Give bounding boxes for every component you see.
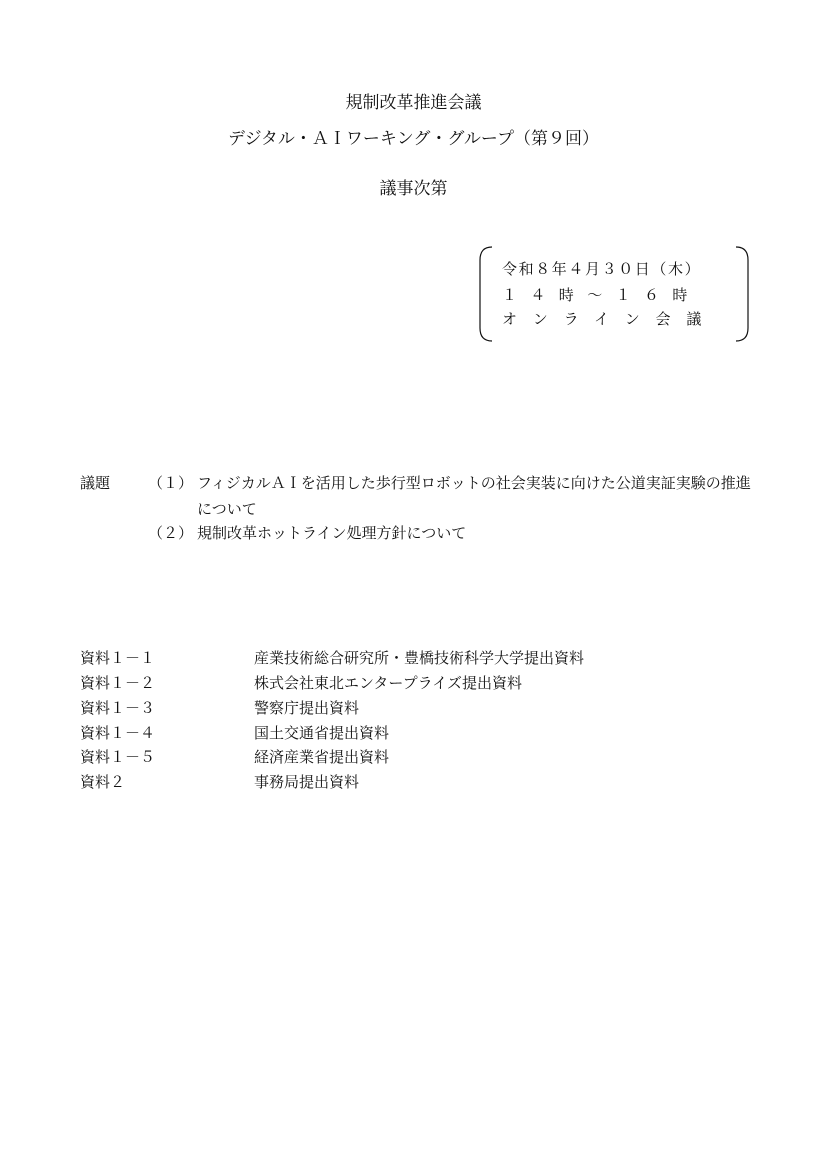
material-id: 資料２ <box>80 773 126 791</box>
agenda-item-number: （２） <box>148 524 194 542</box>
material-description: 株式会社東北エンタープライズ提出資料 <box>254 674 523 692</box>
material-description: 産業技術総合研究所・豊橋技術科学大学提出資料 <box>254 649 585 667</box>
meeting-time: １４時～１６時 <box>502 286 701 304</box>
agenda-heading: 議事次第 <box>379 179 448 199</box>
material-description: 経済産業省提出資料 <box>254 748 390 766</box>
agenda-item-number: （１） <box>148 474 194 492</box>
material-row <box>80 697 780 719</box>
material-id: 資料１－５ <box>80 748 156 766</box>
material-description: 事務局提出資料 <box>254 773 360 791</box>
agenda-label: 議題 <box>80 474 111 492</box>
material-id: 資料１－１ <box>80 649 156 667</box>
material-description: 国土交通省提出資料 <box>254 724 390 742</box>
material-row <box>80 722 780 744</box>
meeting-venue: オンライン会議 <box>502 310 718 328</box>
working-group-title: デジタル・ＡＩワーキング・グループ（第９回） <box>227 129 600 149</box>
material-row <box>80 647 780 669</box>
material-row <box>80 771 780 793</box>
meeting-date: 令和８年４月３０日（木） <box>502 260 702 278</box>
material-id: 資料１－２ <box>80 674 156 692</box>
agenda-item-text: 規制改革ホットライン処理方針について <box>197 524 467 542</box>
left-bracket <box>480 247 492 341</box>
meeting-info-box <box>478 246 750 342</box>
right-bracket <box>736 247 748 341</box>
material-description: 警察庁提出資料 <box>254 699 360 717</box>
material-row <box>80 672 780 694</box>
material-id: 資料１－４ <box>80 724 156 742</box>
material-id: 資料１－３ <box>80 699 156 717</box>
document-title: 規制改革推進会議 <box>345 93 482 113</box>
material-row <box>80 746 780 768</box>
agenda-item-text: フィジカルＡＩを活用した歩行型ロボットの社会実装に向けた公道実証実験の推進について <box>197 474 751 518</box>
